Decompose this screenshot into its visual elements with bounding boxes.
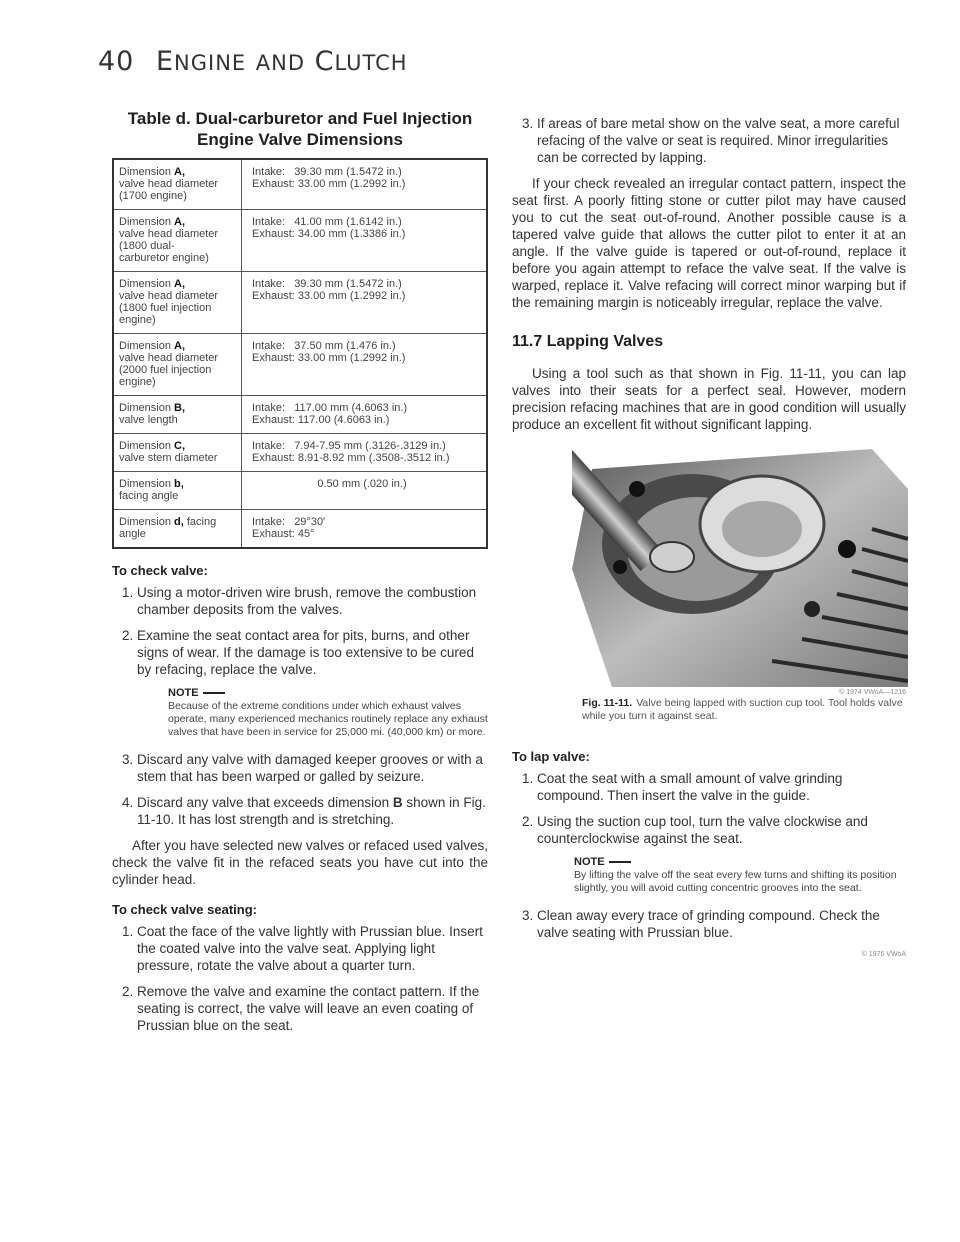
note-exhaust-valves: NOTE Because of the extreme conditions under which exhaust valves operate, many experienced mechanics routinely replace any exhaust valves that have been in service for 25,000 mi. (40,000 km) or more. — [168, 687, 488, 738]
list-item: 1. Using a motor-driven wire brush, remove the combustion chamber deposits from the valves. — [122, 585, 477, 617]
dimension-cell: Dimension B, valve length — [113, 396, 242, 434]
lap-valve-steps-continued — [512, 907, 906, 941]
figure-caption: Fig. 11-11. Valve being lapped with suction cup tool. Tool holds valve while you turn it against seat. — [582, 697, 903, 722]
lap-valve-steps — [512, 770, 906, 847]
right-column — [512, 115, 906, 958]
section-heading-lapping: 11.7 Lapping Valves — [512, 333, 664, 350]
page-number: 40 — [98, 46, 135, 77]
figure-valve-lapping-photo — [572, 449, 908, 696]
table-row — [113, 210, 487, 272]
value-cell: Intake: 37.50 mm (1.476 in.) Exhaust: 33.00 mm (1.2992 in.) — [242, 334, 488, 396]
dimension-cell: Dimension b, facing angle — [113, 472, 242, 510]
check-seating-steps — [112, 923, 488, 1034]
check-seating-steps-continued — [512, 115, 906, 166]
dimension-cell: Dimension A, valve head diameter (2000 fuel injection engine) — [113, 334, 242, 396]
table-row — [113, 472, 487, 510]
lapping-intro: Using a tool such as that shown in Fig. 11-11, you can lap valves into their seats for a perfect seal. However, modern precision refacing machines that are in good condition will usually produce an excellent fit without significant lapping. — [512, 366, 906, 432]
left-column — [112, 108, 488, 1043]
table-row — [113, 396, 487, 434]
to-lap-heading: To lap valve: — [512, 749, 590, 764]
bolt-hole — [804, 601, 820, 617]
value-cell: Intake: 39.30 mm (1.5472 in.) Exhaust: 33.00 mm (1.2992 in.) — [252, 166, 406, 190]
check-valve-heading: To check valve: — [112, 563, 208, 578]
figure-credit: © 1974 VWoA—1216 — [839, 689, 906, 696]
value-cell: Intake: 41.00 mm (1.6142 in.) Exhaust: 34.00 mm (1.3386 in.) — [242, 210, 488, 272]
list-item: 3. If areas of bare metal show on the valve seat, a more careful refacing of the valve or seat is required. Minor irregularities can be corrected by lapping. — [522, 116, 900, 165]
after-paragraph: After you have selected new valves or refaced used valves, check the valve fit in the refaced seats you have cut into the cylinder head. — [112, 838, 488, 887]
dimension-cell: Dimension d, facing angle — [113, 510, 242, 549]
table-row — [113, 272, 487, 334]
list-item: 2. Examine the seat contact area for pits, burns, and other signs of wear. If the damage is too extensive to be cured by refacing, replace the valve. — [122, 628, 474, 677]
check-valve-steps — [112, 584, 488, 678]
dimension-cell: Dimension A, valve head diameter (1800 dual- carburetor engine) — [113, 210, 242, 272]
list-item: 4. Discard any valve that exceeds dimension B shown in Fig. 11-10. It has lost strength and is stretching. — [122, 795, 486, 827]
bottom-credit: © 1976 VWoA — [861, 951, 906, 958]
table-row — [113, 510, 487, 549]
page-header: 40 ENGINE AND CLUTCH — [98, 46, 408, 77]
table-row — [113, 434, 487, 472]
bolt-hole — [838, 540, 856, 558]
suction-cup — [650, 542, 694, 572]
value-cell: 0.50 mm (.020 in.) — [242, 472, 488, 510]
check-valve-steps-continued — [112, 751, 488, 828]
value-cell: Intake: 29°30′ Exhaust: 45° — [242, 510, 488, 549]
bolt-hole — [613, 560, 627, 574]
table-row — [113, 159, 487, 210]
dimension-cell: Dimension A, valve head diameter (1700 engine) — [113, 159, 242, 210]
list-item: 3. Discard any valve with damaged keeper grooves or with a stem that has been warped or galled by seizure. — [122, 752, 483, 784]
table-row — [113, 334, 487, 396]
list-item: 1. Coat the face of the valve lightly with Prussian blue. Insert the coated valve into the valve seat. Applying light pressure, rotate the valve about a quarter turn. — [122, 924, 483, 973]
list-item: 2. Remove the valve and examine the contact pattern. If the seating is correct, the valve will leave an even coating of Prussian blue on the seat. — [122, 984, 480, 1033]
value-cell: Intake: 39.30 mm (1.5472 in.) Exhaust: 33.00 mm (1.2992 in.) — [242, 272, 488, 334]
dimension-cell: Dimension C, valve stem diameter — [113, 434, 242, 472]
note-lifting-valve: NOTE By lifting the valve off the seat every few turns and shifting its position slightly, you will avoid cutting concentric grooves into the seat. — [574, 856, 906, 895]
table-title: Table d. Dual-carburetor and Fuel Injection Engine Valve Dimensions — [127, 109, 473, 149]
valve-dimensions-table — [112, 158, 488, 549]
valve-lapping-photo — [572, 449, 908, 687]
contact-pattern-paragraph: If your check revealed an irregular contact pattern, inspect the seat first. A poorly fitting stone or cutter pilot may have caused you to cut the seat out-of-round. Another possible cause is a tapered valve guide that allows the cutter pilot to enter it at an angle. If the valve guide is tapered or out-of-round, replace it before you again attempt to reface the valve seat. If the valve is warped, replace it. Valve refacing will correct minor warping but if the remaining margin is noticeably irregular, replace the valve. — [512, 176, 906, 310]
bolt-hole — [629, 481, 645, 497]
check-seating-heading: To check valve seating: — [112, 902, 257, 917]
dimension-cell: Dimension A, valve head diameter (1800 fuel injection engine) — [113, 272, 242, 334]
list-item: 2. Using the suction cup tool, turn the valve clockwise and counterclockwise against the seat. — [522, 814, 868, 846]
list-item: 3. Clean away every trace of grinding compound. Check the valve seating with Prussian blue. — [522, 908, 880, 940]
value-cell: Intake: 7.94-7.95 mm (.3126-.3129 in.) Exhaust: 8.91-8.92 mm (.3508-.3512 in.) — [242, 434, 488, 472]
value-cell: Intake: 117.00 mm (4.6063 in.) Exhaust: 117.00 (4.6063 in.) — [242, 396, 488, 434]
list-item: 1. Coat the seat with a small amount of valve grinding compound. Then insert the valve in the guide. — [522, 771, 843, 803]
